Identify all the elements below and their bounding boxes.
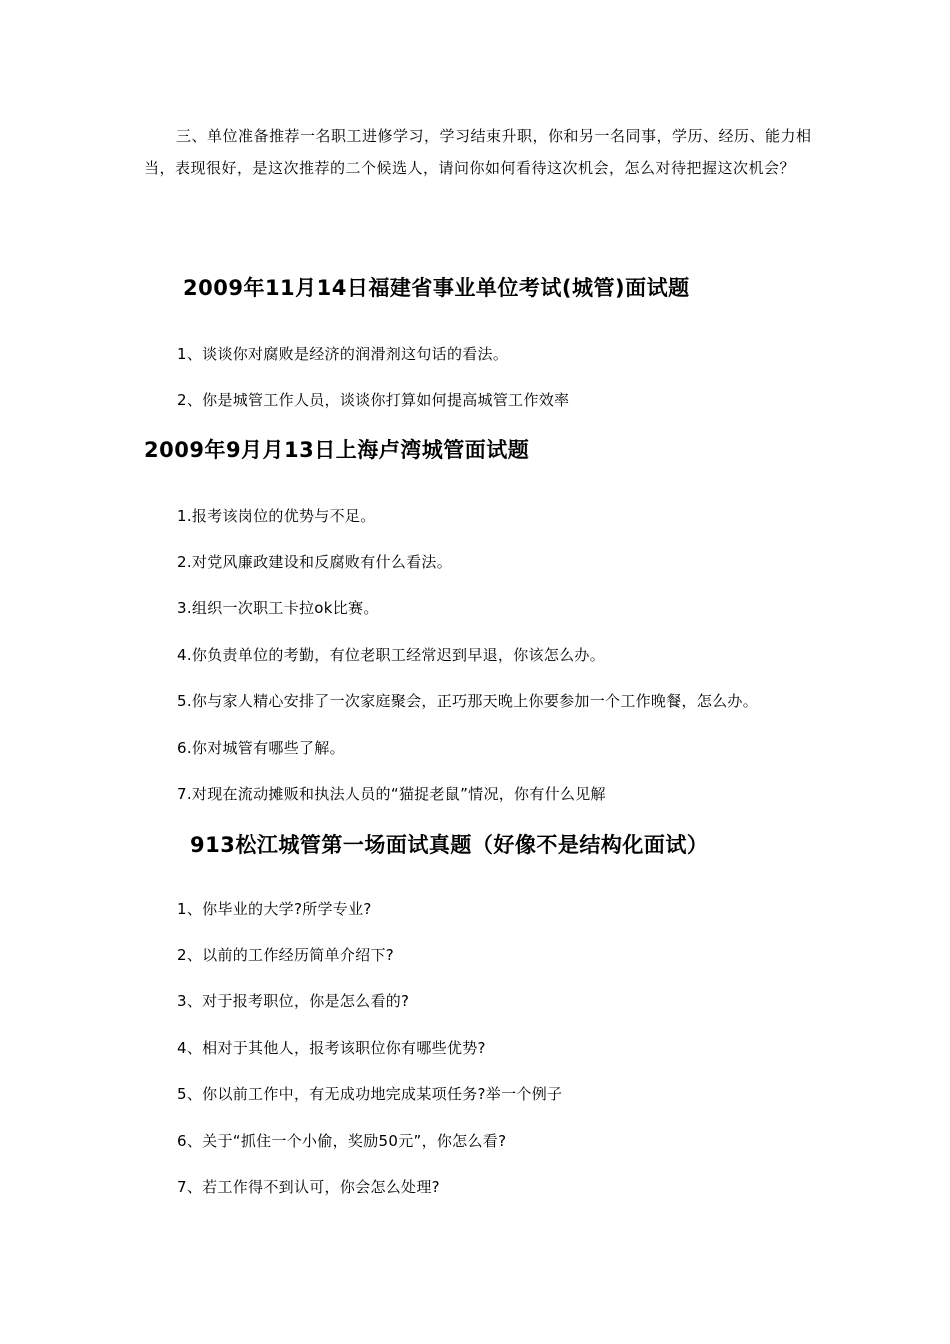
list-item: 4.你负责单位的考勤，有位老职工经常迟到早退，你该怎么办。 — [177, 646, 606, 664]
list-item: 1、谈谈你对腐败是经济的润滑剂这句话的看法。 — [177, 345, 509, 363]
list-item: 4、相对于其他人，报考该职位你有哪些优势? — [177, 1039, 486, 1057]
intro-paragraph: 三、单位准备推荐一名职工进修学习，学习结束升职，你和另一名同事，学历、经历、能力相当，表现很好，是这次推荐的二个候选人，请问你如何看待这次机会，怎么对待把握这次机会？ — [144, 127, 812, 177]
list-item: 5.你与家人精心安排了一次家庭聚会，正巧那天晚上你要参加一个工作晚餐，怎么办。 — [177, 692, 759, 710]
list-item: 1.报考该岗位的优势与不足。 — [177, 507, 376, 525]
list-item: 2.对党风廉政建设和反腐败有什么看法。 — [177, 553, 453, 571]
section-title-luwan: 2009年9月月13日上海卢湾城管面试题 — [144, 438, 530, 462]
list-item: 2、以前的工作经历简单介绍下? — [177, 946, 395, 964]
list-item: 7.对现在流动摊贩和执法人员的“猫捉老鼠”情况，你有什么见解 — [177, 785, 606, 803]
section-title-songjiang: 913松江城管第一场面试真题（好像不是结构化面试） — [190, 833, 709, 857]
list-item: 5、你以前工作中，有无成功地完成某项任务?举一个例子 — [177, 1085, 563, 1103]
list-item: 6.你对城管有哪些了解。 — [177, 739, 345, 757]
section-title-fujian: 2009年11月14日福建省事业单位考试(城管)面试题 — [183, 276, 690, 300]
list-item: 7、若工作得不到认可，你会怎么处理? — [177, 1178, 440, 1196]
list-item: 2、你是城管工作人员，谈谈你打算如何提高城管工作效率 — [177, 391, 570, 409]
list-item: 6、关于“抓住一个小偷，奖励50元”，你怎么看? — [177, 1132, 507, 1150]
list-item: 3、对于报考职位，你是怎么看的? — [177, 992, 410, 1010]
list-item: 3.组织一次职工卡拉ok比赛。 — [177, 599, 379, 617]
list-item: 1、你毕业的大学?所学专业? — [177, 900, 372, 918]
